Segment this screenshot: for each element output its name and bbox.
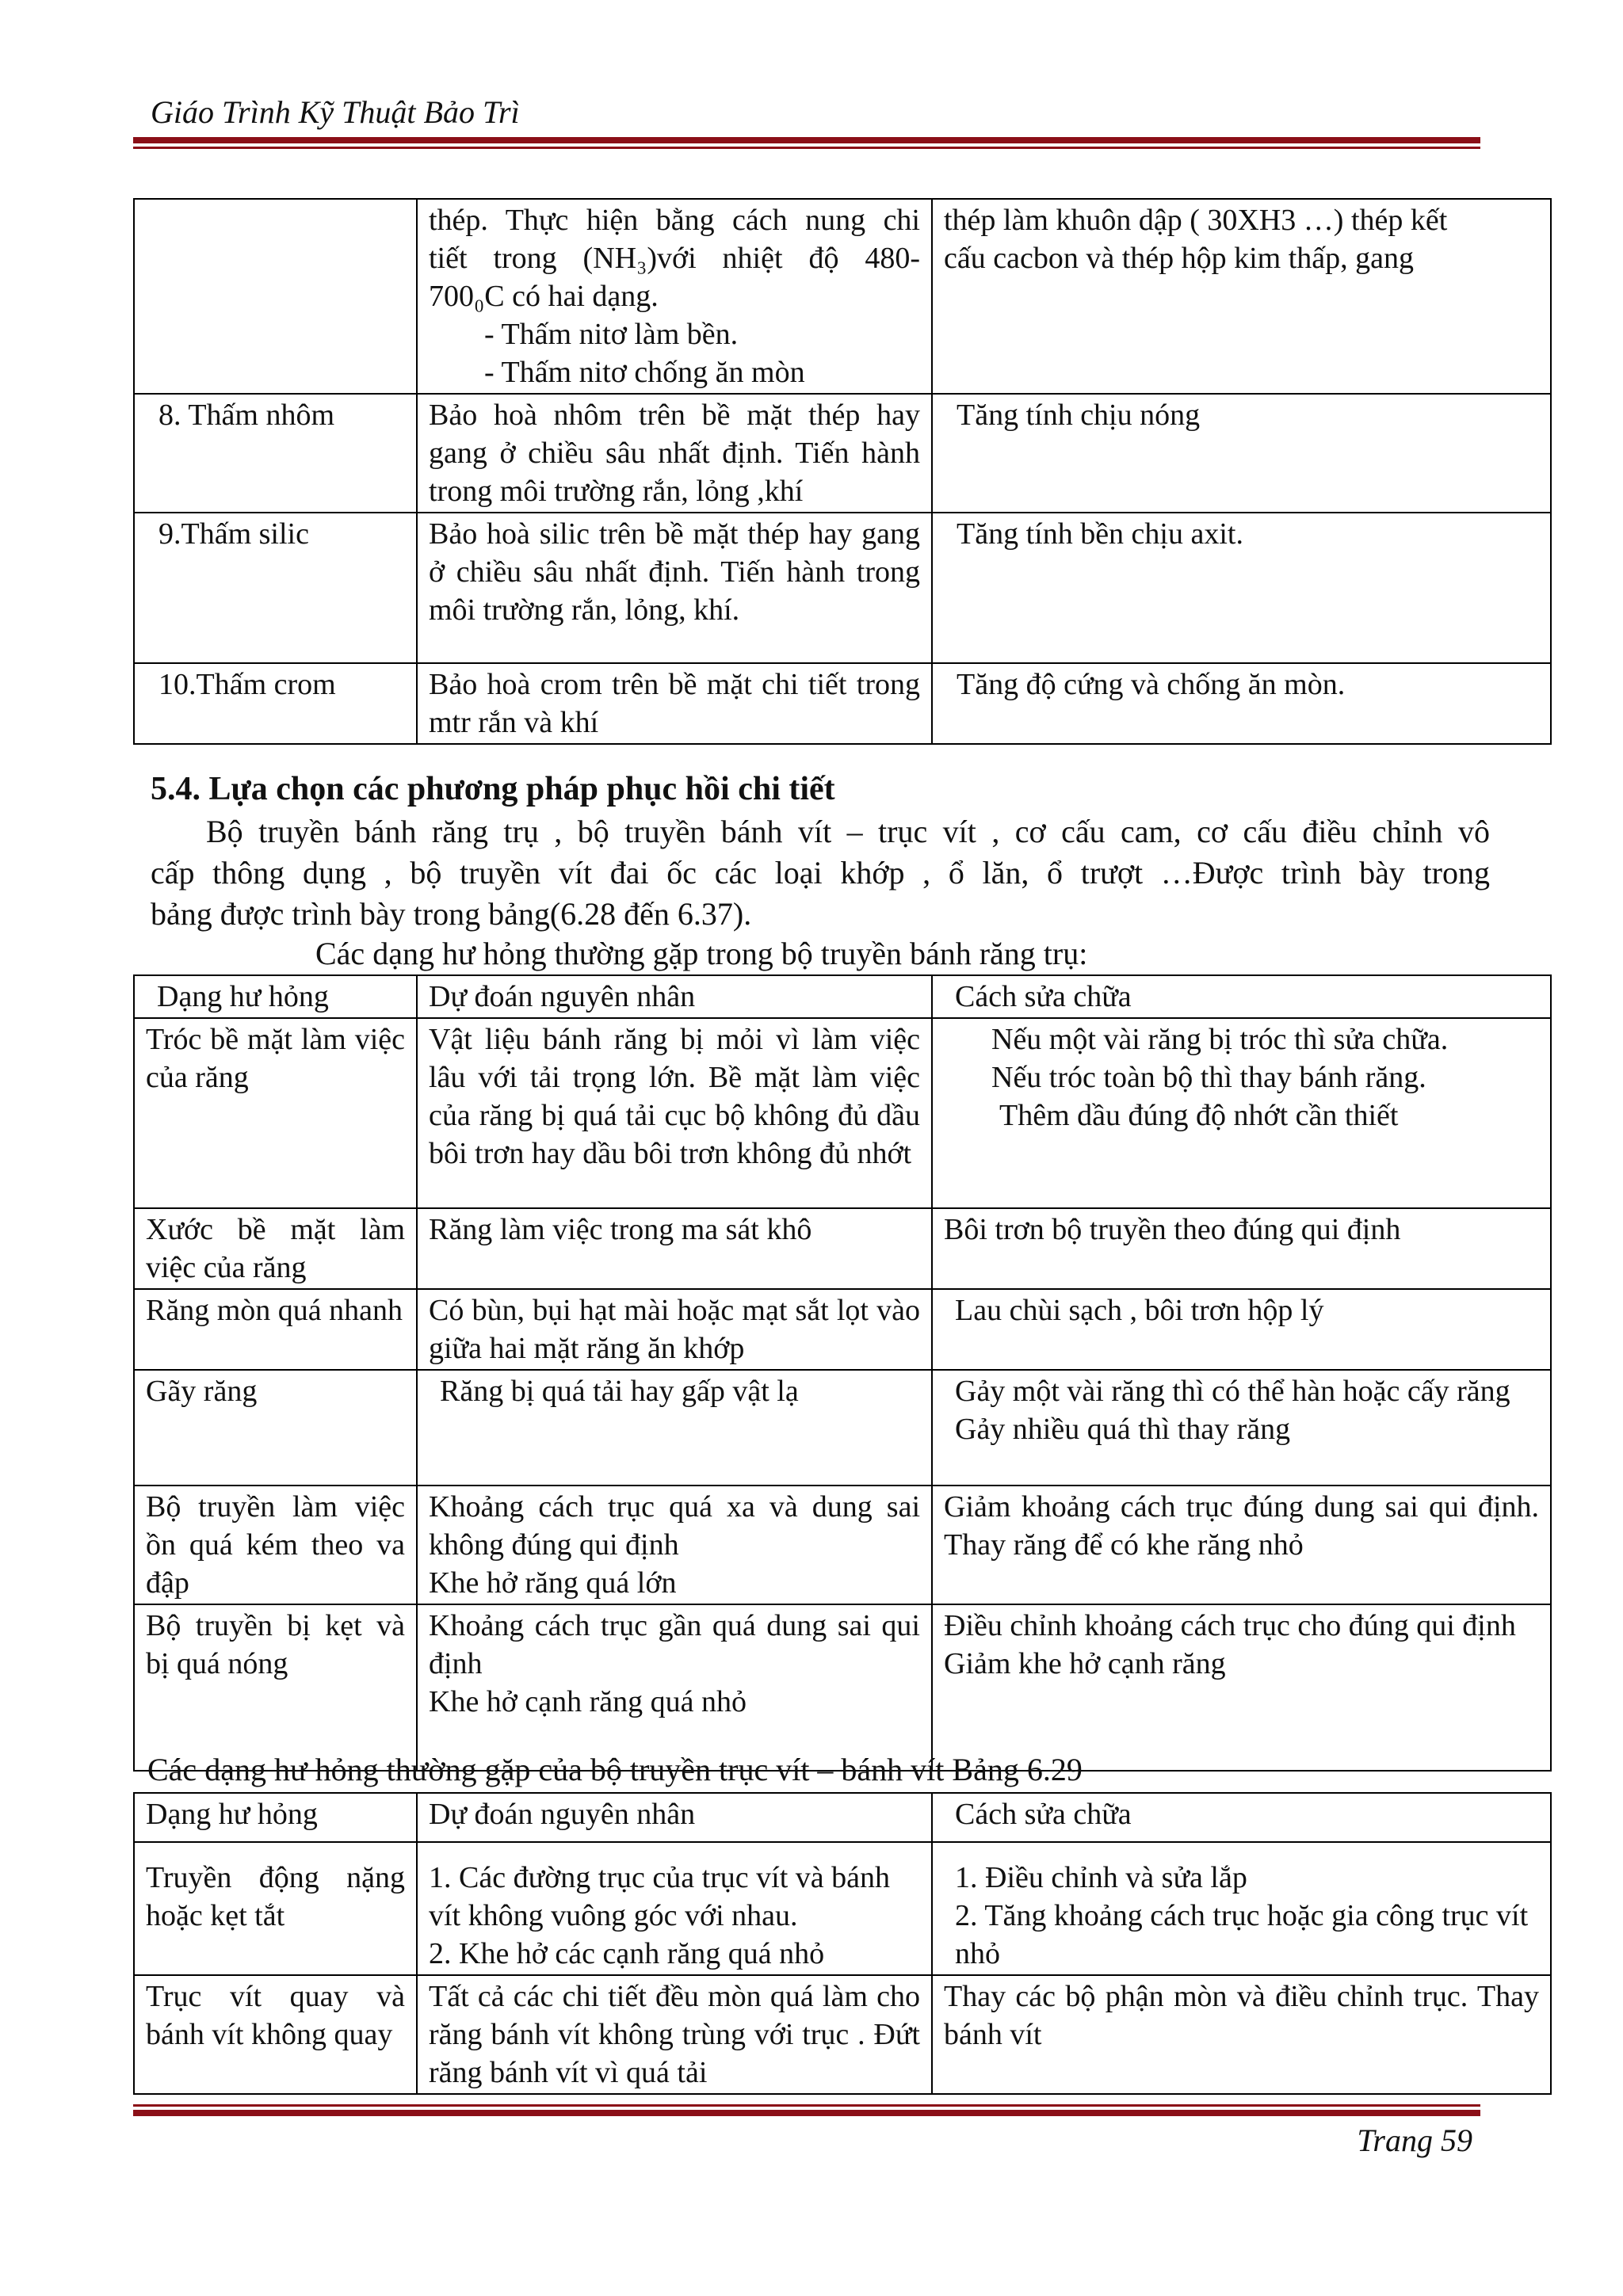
repair-cell: Lau chùi sạch , bôi trơn hộp lý	[932, 1289, 1551, 1370]
damage-cell: Bộ truyền bị kẹt và bị quá nóng	[134, 1604, 417, 1771]
footer-rule	[133, 2104, 1480, 2116]
table-header-row	[134, 1793, 1551, 1842]
cause-cell: Có bùn, bụi hạt mài hoặc mạt sắt lọt vào giữa hai mặt răng ăn khớp	[417, 1289, 932, 1370]
section-heading: 5.4. Lựa chọn các phương pháp phục hồi chi tiết	[151, 771, 835, 807]
damage-cell: Xước bề mặt làm việc của răng	[134, 1208, 417, 1289]
description-cell: Bảo hoà silic trên bề mặt thép hay gang ở chiều sâu nhất định. Tiến hành trong môi trường rắn, lỏng, khí.	[417, 513, 932, 663]
description-cell: thép. Thực hiện bằng cách nung chi tiết trong (NH₃)với nhiệt độ 480- 700₀C có hai dạng. - Thấm nitơ làm bền. - Thấm nitơ chống ăn mòn	[417, 199, 932, 394]
cause-cell: Răng làm việc trong ma sát khô	[417, 1208, 932, 1289]
table-row	[134, 1604, 1551, 1771]
cause-cell: Răng bị quá tải hay gấp vật lạ	[417, 1370, 932, 1486]
table-row	[134, 1975, 1551, 2094]
table-row	[134, 394, 1551, 513]
table-row	[134, 1208, 1551, 1289]
damage-cell: Bộ truyền làm việc ồn quá kém theo va đập	[134, 1486, 417, 1604]
header-rule	[133, 137, 1480, 149]
column-header: Dự đoán nguyên nhân	[417, 1793, 932, 1842]
page-header-title: Giáo Trình Kỹ Thuật Bảo Trì	[151, 94, 520, 130]
application-cell: Tăng tính bền chịu axit.	[932, 513, 1551, 663]
section-paragraph: Bộ truyền bánh răng trụ , bộ truyền bánh vít – trục vít , cơ cấu cam, cơ cấu điều chỉnh vô cấp thông dụng , bộ truyền vít đai ốc các loại khớp , ổ lăn, ổ trượt …Được trình bày trong bảng được trình bày trong bảng(6.28 đến 6.37).	[151, 814, 1490, 932]
description-cell: Bảo hoà crom trên bề mặt chi tiết trong mtr rắn và khí	[417, 663, 932, 744]
column-header: Cách sửa chữa	[932, 1793, 1551, 1842]
cause-cell: Tất cả các chi tiết đều mòn quá làm cho răng bánh vít không trùng với trục . Đứt răng bánh vít vì quá tải	[417, 1975, 932, 2094]
application-cell: thép làm khuôn dập ( 30XH3 …) thép kết cấu cacbon và thép hộp kim thấp, gang	[932, 199, 1551, 394]
cause-cell: 1. Các đường trục của trục vít và bánh vít không vuông góc với nhau. 2. Khe hở các cạnh răng quá nhỏ	[417, 1842, 932, 1975]
table-header-row	[134, 975, 1551, 1018]
table-row	[134, 1018, 1551, 1208]
column-header: Dạng hư hỏng	[134, 975, 417, 1018]
table-row	[134, 513, 1551, 663]
table-row	[134, 1842, 1551, 1975]
table-caption-spur-gear: Các dạng hư hỏng thường gặp trong bộ truyền bánh răng trụ:	[315, 936, 1088, 971]
repair-cell: Thay các bộ phận mòn và điều chỉnh trục. Thay bánh vít	[932, 1975, 1551, 2094]
repair-cell: 1. Điều chỉnh và sửa lắp 2. Tăng khoảng cách trục hoặc gia công trục vít nhỏ	[932, 1842, 1551, 1975]
repair-cell: Điều chỉnh khoảng cách trục cho đúng qui định Giảm khe hở cạnh răng	[932, 1604, 1551, 1771]
repair-cell: Gảy một vài răng thì có thể hàn hoặc cấy răng Gảy nhiều quá thì thay răng	[932, 1370, 1551, 1486]
cause-cell: Vật liệu bánh răng bị mỏi vì làm việc lâu với tải trọng lớn. Bề mặt làm việc của răng bị quá tải cục bộ không đủ dầu bôi trơn hay dầu bôi trơn không đủ nhớt	[417, 1018, 932, 1208]
method-cell: 10.Thấm crom	[134, 663, 417, 744]
table-worm-gear-damage	[133, 1792, 1552, 2095]
table-row	[134, 199, 1551, 394]
method-cell	[134, 199, 417, 394]
method-cell: 9.Thấm silic	[134, 513, 417, 663]
table-caption-worm-gear: Các dạng hư hỏng thường gặp của bộ truyền trục vít – bánh vít Bảng 6.29	[147, 1752, 1083, 1787]
table-spur-gear-damage	[133, 974, 1552, 1772]
table-row	[134, 663, 1551, 744]
table-surface-treatment	[133, 198, 1552, 745]
table-row	[134, 1486, 1551, 1604]
application-cell: Tăng tính chịu nóng	[932, 394, 1551, 513]
damage-cell: Răng mòn quá nhanh	[134, 1289, 417, 1370]
description-cell: Bảo hoà nhôm trên bề mặt thép hay gang ở chiều sâu nhất định. Tiến hành trong môi trường rắn, lỏng ,khí	[417, 394, 932, 513]
application-cell: Tăng độ cứng và chống ăn mòn.	[932, 663, 1551, 744]
damage-cell: Truyền động nặng hoặc kẹt tắt	[134, 1842, 417, 1975]
column-header: Dạng hư hỏng	[134, 1793, 417, 1842]
cause-cell: Khoảng cách trục gần quá dung sai qui định Khe hở cạnh răng quá nhỏ	[417, 1604, 932, 1771]
damage-cell: Tróc bề mặt làm việc của răng	[134, 1018, 417, 1208]
table-row	[134, 1289, 1551, 1370]
table-row	[134, 1370, 1551, 1486]
repair-cell: Nếu một vài răng bị tróc thì sửa chữa. Nếu tróc toàn bộ thì thay bánh răng. Thêm dầu đúng độ nhớt cần thiết	[932, 1018, 1551, 1208]
damage-cell: Gãy răng	[134, 1370, 417, 1486]
method-cell: 8. Thấm nhôm	[134, 394, 417, 513]
damage-cell: Trục vít quay và bánh vít không quay	[134, 1975, 417, 2094]
repair-cell: Giảm khoảng cách trục đúng dung sai qui định. Thay răng để có khe răng nhỏ	[932, 1486, 1551, 1604]
cause-cell: Khoảng cách trục quá xa và dung sai không đúng qui định Khe hở răng quá lớn	[417, 1486, 932, 1604]
repair-cell: Bôi trơn bộ truyền theo đúng qui định	[932, 1208, 1551, 1289]
column-header: Cách sửa chữa	[932, 975, 1551, 1018]
column-header: Dự đoán nguyên nhân	[417, 975, 932, 1018]
page-number: Trang 59	[1357, 2122, 1472, 2158]
